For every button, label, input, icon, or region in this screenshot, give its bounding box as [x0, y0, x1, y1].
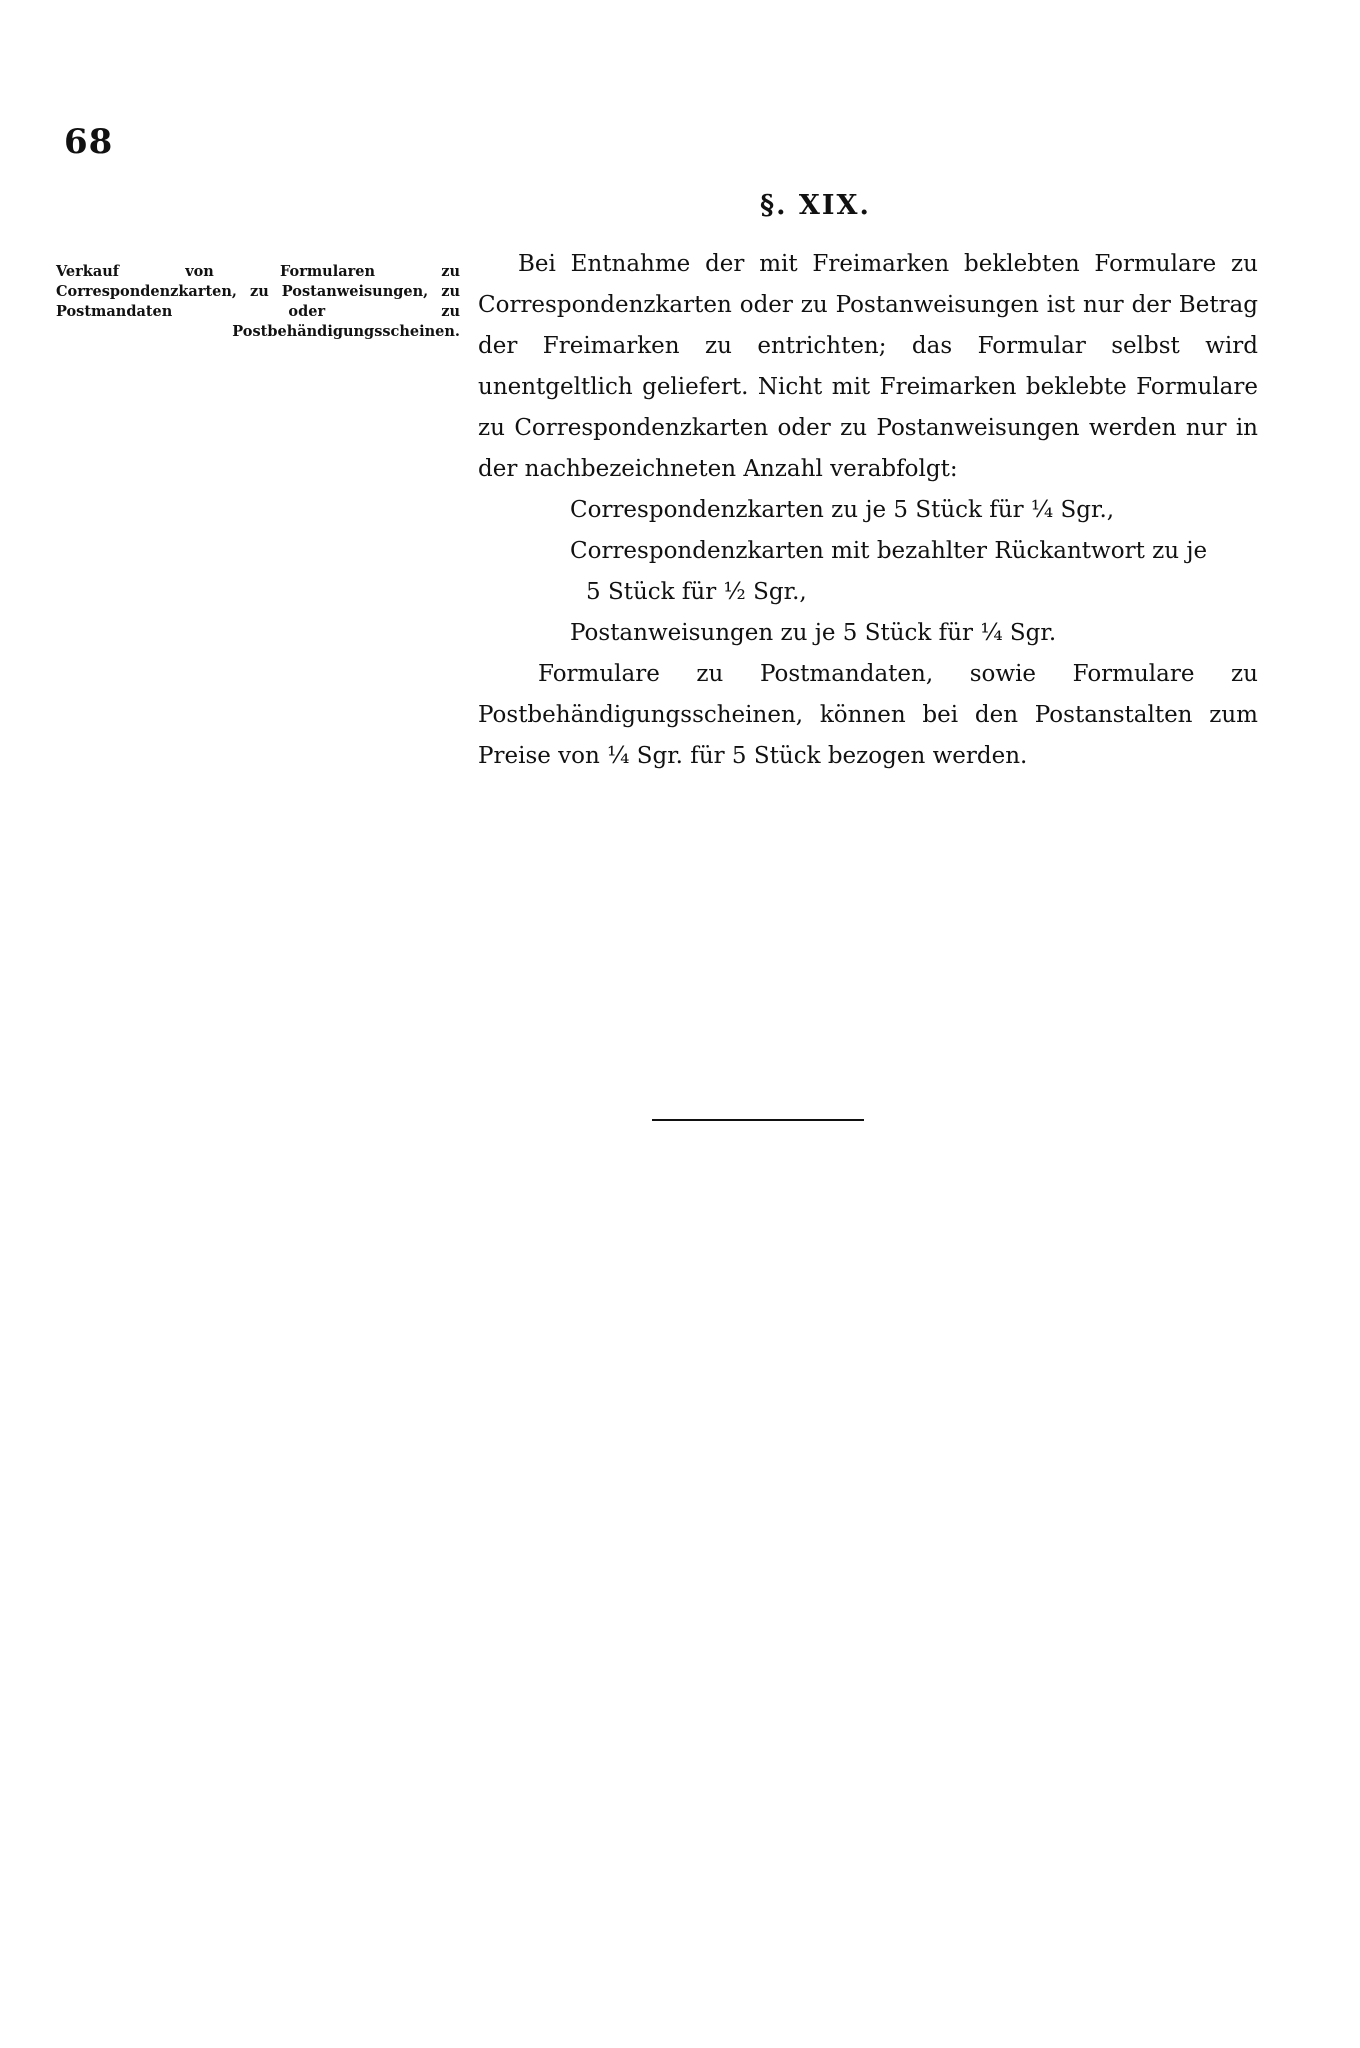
- intro-paragraph: Bei Entnahme der mit Freimarken beklebten Formulare zu Correspondenzkarten oder zu Postanweisungen ist nur der Betrag der Freimarken zu entrichten; das Formular selbst wird unentgeltlich geliefert. Nicht mit Freimarken beklebte Formulare zu Correspondenzkarten oder zu Postanweisungen werden nur in der nachbezeichneten Anzahl verabfolgt:: [478, 251, 1258, 482]
- item-list: [478, 490, 1258, 654]
- list-item-line: Correspondenzkarten mit bezahlter Rückantwort zu je: [570, 538, 1208, 564]
- closing-paragraph: Formulare zu Postmandaten, sowie Formulare zu Postbehändigungsscheinen, können bei den Postanstalten zum Preise von ¼ Sgr. für 5 Stück bezogen werden.: [478, 661, 1258, 769]
- margin-note: Verkauf von Formularen zu Correspondenzkarten, zu Postanweisungen, zu Postmandaten oder zu Postbehändigungsscheinen.: [56, 263, 460, 340]
- list-item: Correspondenzkarten zu je 5 Stück für ¼ Sgr.,: [570, 497, 1115, 523]
- list-item: [478, 531, 1258, 613]
- body-text: [478, 244, 1258, 777]
- list-item: Postanweisungen zu je 5 Stück für ¼ Sgr.: [570, 620, 1057, 646]
- list-item-continuation: 5 Stück für ½ Sgr.,: [586, 579, 807, 605]
- end-rule: [652, 1119, 864, 1121]
- section-heading: §. XIX.: [760, 190, 871, 221]
- page-number: 68: [64, 122, 114, 162]
